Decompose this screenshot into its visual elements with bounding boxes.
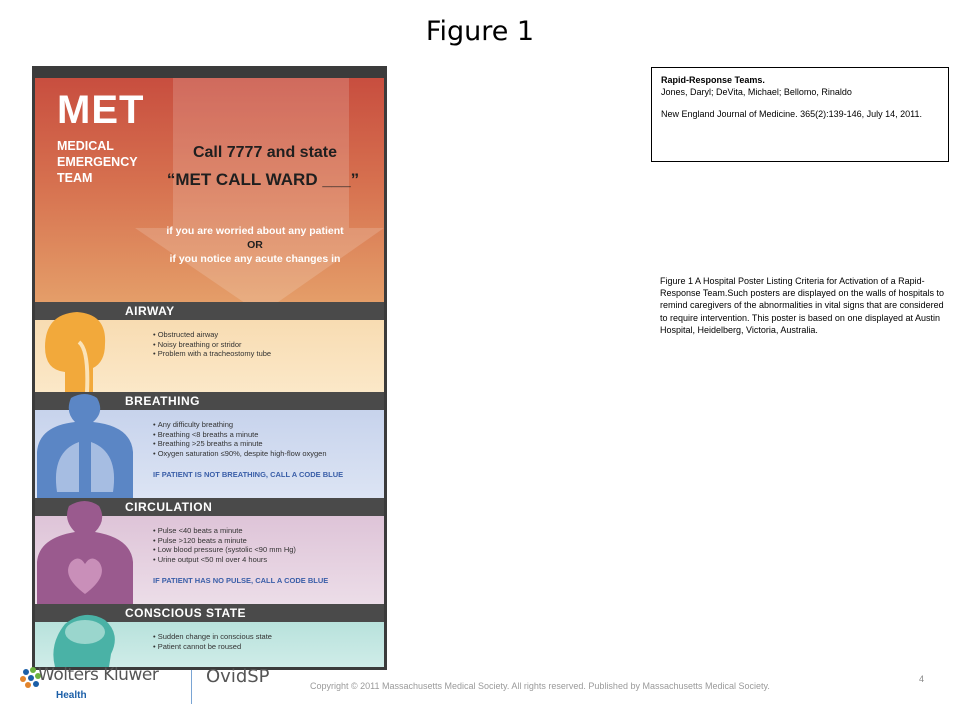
met-subtitle bbox=[57, 138, 138, 186]
section-conscious-state bbox=[35, 604, 384, 667]
brand-subtitle: Health bbox=[56, 690, 87, 701]
criteria-item: • Sudden change in conscious state bbox=[153, 632, 272, 642]
citation-box bbox=[651, 67, 949, 162]
criteria-item: • Breathing <8 breaths a minute bbox=[153, 430, 327, 440]
criteria-list bbox=[153, 330, 271, 359]
criteria-item: • Problem with a tracheostomy tube bbox=[153, 349, 271, 359]
citation-title: Rapid-Response Teams. bbox=[661, 75, 765, 85]
condition-line: if you notice any acute changes in bbox=[169, 253, 341, 265]
code-blue-alert: IF PATIENT HAS NO PULSE, CALL A CODE BLUE bbox=[153, 576, 329, 585]
criteria-item: • Pulse >120 beats a minute bbox=[153, 536, 296, 546]
section-breathing bbox=[35, 392, 384, 498]
head-airway-icon bbox=[35, 302, 125, 392]
lungs-icon bbox=[35, 392, 135, 498]
slide-title: Figure 1 bbox=[425, 16, 535, 47]
condition-line: if you are worried about any patient bbox=[166, 225, 344, 237]
criteria-list bbox=[153, 632, 272, 651]
section-heading: BREATHING bbox=[125, 394, 200, 408]
copyright-notice: Copyright © 2011 Massachusetts Medical Society. All rights reserved. Published by Massachusetts Medical Society. bbox=[310, 681, 770, 691]
criteria-item: • Low blood pressure (systolic <90 mm Hg) bbox=[153, 545, 296, 555]
citation-authors: Jones, Daryl; DeVita, Michael; Bellomo, Rinaldo bbox=[661, 87, 852, 97]
call-instruction: Call 7777 and state bbox=[192, 144, 338, 161]
heart-icon bbox=[35, 498, 135, 604]
section-heading: CONSCIOUS STATE bbox=[125, 606, 247, 620]
figure-caption: Figure 1 A Hospital Poster Listing Criteria for Activation of a Rapid-Response Team.Such posters are displayed on the walls of hospitals to remind caregivers of the abnormalities in vital signs that are considered to require intervention. This poster is based on one displayed at Austin Hospital, Heidelberg, Victoria, Australia. bbox=[660, 276, 944, 335]
criteria-item: • Breathing >25 breaths a minute bbox=[153, 439, 327, 449]
criteria-item: • Obstructed airway bbox=[153, 330, 271, 340]
criteria-item: • Noisy breathing or stridor bbox=[153, 340, 271, 350]
criteria-item: • Pulse <40 beats a minute bbox=[153, 526, 296, 536]
criteria-item: • Urine output <50 ml over 4 hours bbox=[153, 555, 296, 565]
section-airway bbox=[35, 302, 384, 392]
call-phrase: “MET CALL WARD ___” bbox=[166, 170, 360, 189]
brain-icon bbox=[35, 604, 135, 667]
page-number: 4 bbox=[919, 674, 925, 684]
met-subtitle-line: EMERGENCY bbox=[57, 155, 138, 169]
product-name: OvidSP bbox=[206, 666, 270, 687]
criteria-list bbox=[153, 420, 327, 458]
criteria-item: • Patient cannot be roused bbox=[153, 642, 272, 652]
section-circulation bbox=[35, 498, 384, 604]
citation-journal: New England Journal of Medicine. 365(2):139-146, July 14, 2011. bbox=[661, 109, 922, 119]
met-subtitle-line: TEAM bbox=[57, 171, 93, 185]
criteria-item: • Oxygen saturation ≤90%, despite high-flow oxygen bbox=[153, 449, 327, 459]
criteria-item: • Any difficulty breathing bbox=[153, 420, 327, 430]
section-heading: CIRCULATION bbox=[125, 500, 213, 514]
activation-conditions bbox=[135, 224, 375, 266]
code-blue-alert: IF PATIENT IS NOT BREATHING, CALL A CODE BLUE bbox=[153, 470, 344, 479]
met-title: MET bbox=[57, 88, 145, 132]
section-heading: AIRWAY bbox=[125, 304, 175, 318]
brand-name: Wolters Kluwer bbox=[38, 665, 159, 685]
met-poster bbox=[32, 66, 387, 670]
criteria-list bbox=[153, 526, 296, 564]
condition-or: OR bbox=[247, 239, 263, 251]
logo-divider bbox=[191, 670, 192, 704]
met-subtitle-line: MEDICAL bbox=[57, 139, 114, 153]
